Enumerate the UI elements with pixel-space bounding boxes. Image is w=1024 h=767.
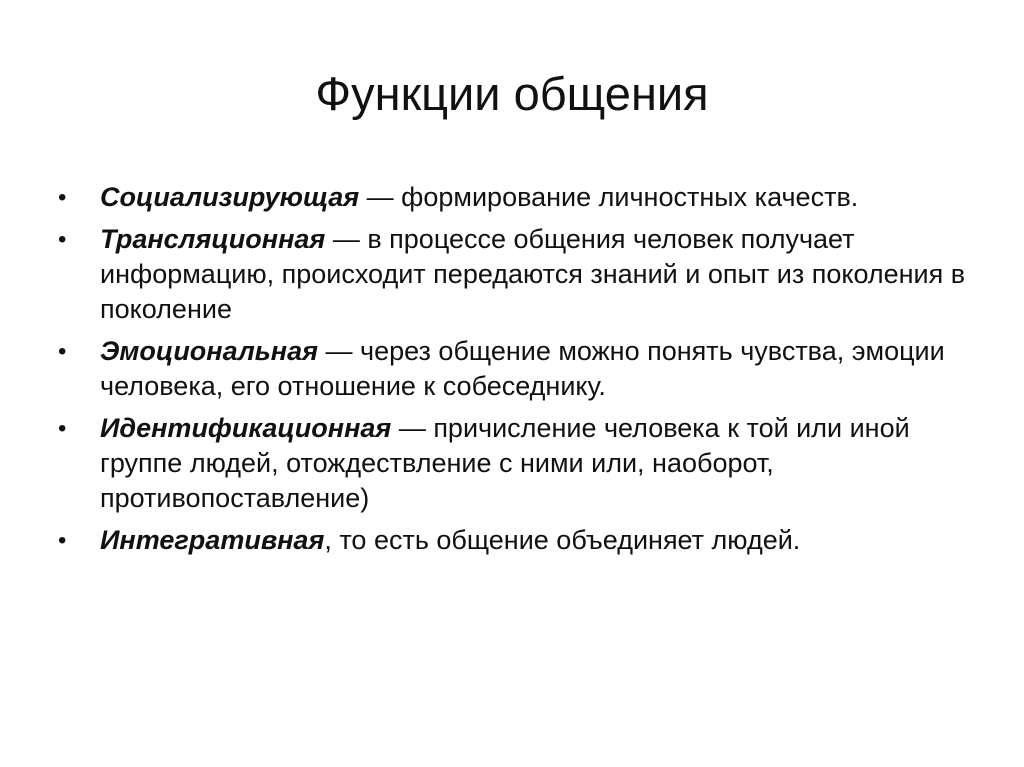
bullet-icon: • bbox=[58, 226, 67, 253]
slide-title: Функции общения bbox=[315, 67, 709, 120]
bullet-item-integrative bbox=[58, 523, 968, 558]
bullet-term: Трансляционная bbox=[100, 224, 326, 254]
bullet-text: — причисление человека к той или иной группе людей, отождествление с ними или, наоборот, противопоставление) bbox=[100, 413, 910, 513]
bullet-text: , то есть общение объединяет людей. bbox=[324, 525, 801, 555]
bullet-term: Эмоциональная bbox=[100, 336, 319, 366]
bullet-item-translational bbox=[58, 222, 968, 327]
bullet-term: Социализирующая bbox=[100, 182, 360, 212]
bullet-icon: • bbox=[58, 527, 67, 554]
bullet-item-socializing bbox=[58, 180, 968, 215]
bullet-item-emotional bbox=[58, 334, 968, 404]
bullet-text: — в процессе общения человек получает информацию, происходит передаются знаний и опыт из поколения в поколение bbox=[100, 224, 966, 324]
bullet-term: Идентификационная bbox=[100, 413, 392, 443]
bullet-icon: • bbox=[58, 184, 67, 211]
bullet-text: — через общение можно понять чувства, эмоции человека, его отношение к собеседнику. bbox=[100, 336, 945, 401]
bullet-icon: • bbox=[58, 415, 67, 442]
bullet-text: — формирование личностных качеств. bbox=[359, 182, 859, 212]
bullet-list bbox=[58, 180, 968, 565]
bullet-term: Интегративная bbox=[100, 525, 325, 555]
bullet-item-identification bbox=[58, 411, 968, 516]
bullet-icon: • bbox=[58, 338, 67, 365]
